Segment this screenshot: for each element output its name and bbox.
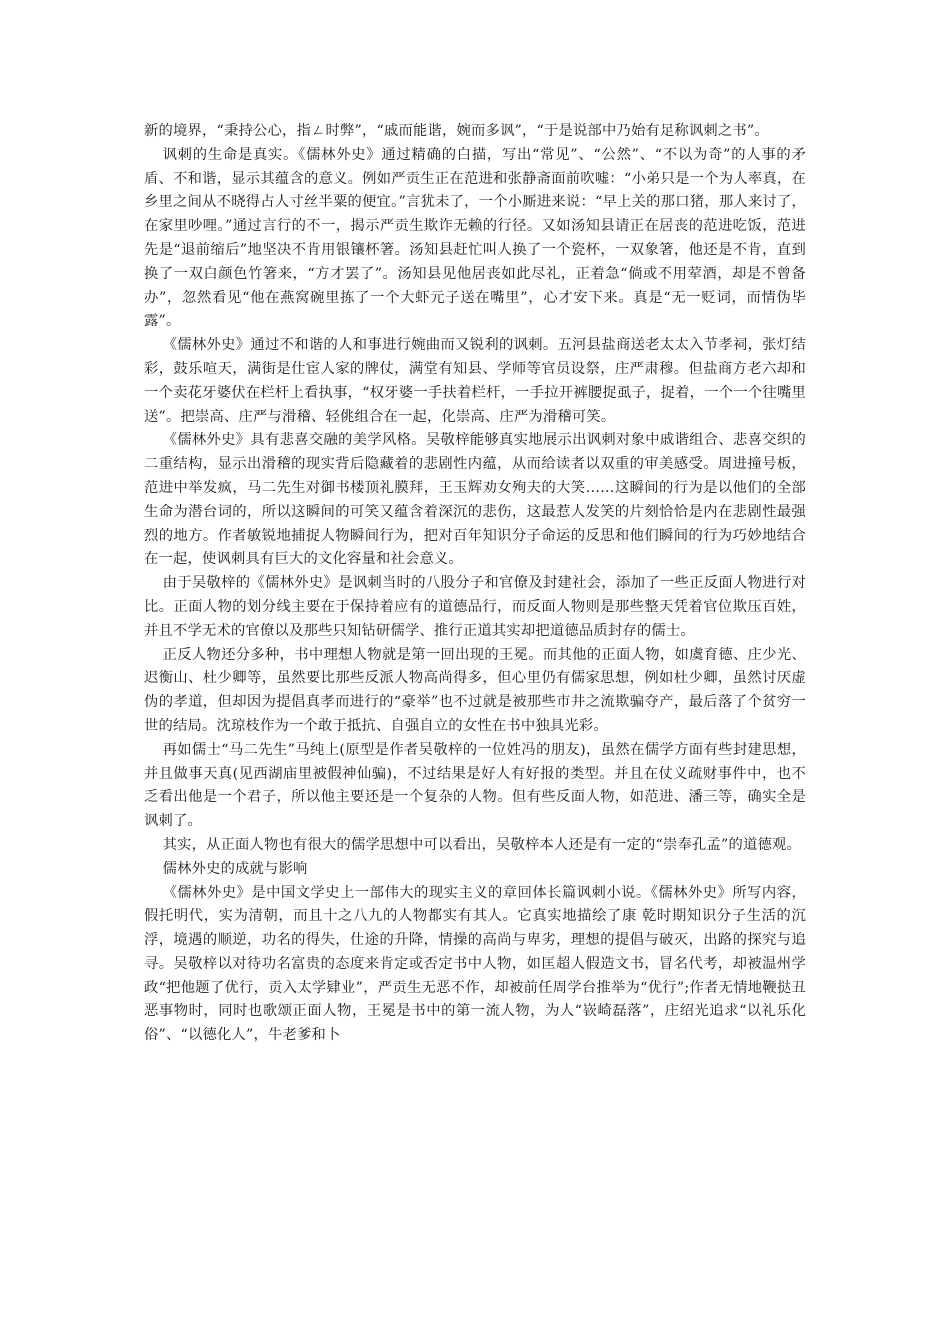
- document-body: [144, 120, 806, 1048]
- paragraph-confucian-view: 其实，从正面人物也有很大的儒学思想中可以看出，吴敬梓本人还是有一定的“崇奉孔孟”的道德观。: [162, 836, 801, 853]
- paragraph-achievement: 《儒林外史》是中国文学史上一部伟大的现实主义的章回体长篇讽刺小说。《儒林外史》所写内容，假托明代，实为清朝，而且十之八九的人物都实有其人。它真实地描绘了康 乾时期知识分子生活的沉浮，境遇的顺逆，功名的得失，仕途的升降，情操的高尚与卑劣，理想的提倡与破灭，出路的探究与追寻。吴敬梓以对待功名富贵的态度来肯定或否定书中人物，如匡超人假造文书，冒名代考，却被温州学政“把他题了优行，贡入太学肄业”，严贡生无恶不作，却被前任周学台推举为“优行”;作者无情地鞭挞丑恶事物时，同时也歌颂正面人物，王冕是书中的第一流人物，为人“嵚崎磊落”，庄绍光追求“以礼乐化俗”、“以德化人”，牛老爹和卜: [144, 884, 806, 1044]
- paragraph-ma-chunshang: 再如儒士“马二先生”马纯上(原型是作者吴敬梓的一位姓冯的朋友)，虽然在儒学方面有些封建思想，并且做事天真(见西湖庙里被假神仙骗)，不过结果是好人有好报的类型。并且在仗义疏财事件中，也不乏看出他是一个君子，所以他主要还是一个复杂的人物。但有些反面人物，如范进、潘三等，确实全是讽刺了。: [144, 741, 806, 830]
- paragraph-character-types: 正反人物还分多种，书中理想人物就是第一回出现的王冕。而其他的正面人物，如虞育德、庄少光、迟衡山、杜少卿等，虽然要比那些反派人物高尚得多，但心里仍有儒家思想，例如杜少卿，虽然讨厌虚伪的孝道，但却因为提倡真孝而进行的“豪举”也不过就是被那些市井之流欺骗夺产，最后落了个贫穷一世的结局。沈琼枝作为一个敢于抵抗、自强自立的女性在书中独具光彩。: [144, 646, 806, 734]
- paragraph-tragicomic-style: 《儒林外史》具有悲喜交融的美学风格。吴敬梓能够真实地展示出讽刺对象中戚谐组合、悲喜交织的二重结构，显示出滑稽的现实背后隐藏着的悲剧性内蕴，从而给读者以双重的审美感受。周进撞号板，范进中举发疯，马二先生对御书楼顶礼膜拜，王玉辉劝女殉夫的大笑……这瞬间的行为是以他们的全部生命为潜台词的，所以这瞬间的可笑又蕴含着深沉的悲伤，这最惹人发笑的片刻恰恰是内在悲剧性最强烈的地方。作者敏锐地捕捉人物瞬间行为，把对百年知识分子命运的反思和他们瞬间的行为巧妙地结合在一起，使讽刺具有巨大的文化容量和社会意义。: [144, 432, 806, 568]
- paragraph-character-contrast: 由于吴敬梓的《儒林外史》是讽刺当时的八股分子和官僚及封建社会，添加了一些正反面人物进行对比。正面人物的划分线主要在于保持着应有的道德品行，而反面人物则是那些整天凭着官位欺压百姓，并且不学无术的官僚以及那些只知钻研儒学、推行正道其实却把道德品质封存的儒士。: [144, 575, 806, 639]
- paragraph-continuation: 新的境界，“秉持公心，指ㄥ时弊”，“戚而能谐，婉而多讽”，“于是说部中乃始有足称讽刺之书”。: [144, 123, 769, 139]
- paragraph-discord-satire: 《儒林外史》通过不和谐的人和事进行婉曲而又锐利的讽刺。五河县盐商送老太太入节孝祠，张灯结彩，鼓乐喧天，满街是仕宦人家的牌仗，满堂有知县、学师等官员设祭，庄严肃穆。但盐商方老六却和一个卖花牙婆伏在栏杆上看执事，“权牙婆一手扶着栏杆，一手拉开裤腰捉虱子，捉着，一个一个往嘴里送”。把崇高、庄严与滑稽、轻佻组合在一起，化崇高、庄严为滑稽可笑。: [144, 337, 806, 425]
- section-heading: 儒林外史的成就与影响: [162, 860, 308, 877]
- paragraph-satire-truth: 讽刺的生命是真实。《儒林外史》通过精确的白描，写出“常见”、“公然”、“不以为奇”的人事的矛盾、不和谐，显示其蕴含的意义。例如严贡生正在范进和张静斋面前吹嘘：“小弟只是一个为人率真，在乡里之间从不晓得占人寸丝半粟的便宜。”言犹未了，一个小厮进来说：“早上关的那口猪，那人来讨了，在家里吵哩。”通过言行的不一，揭示严贡生欺诈无赖的行径。又如汤知县请正在居丧的范进吃饭，范进先是“退前缩后”地坚决不肯用银镶杯箸。汤知县赶忙叫人换了一个瓷杯，一双象箸，他还是不肯，直到换了一双白颜色竹箸来，“方才罢了”。汤知县见他居丧如此尽礼，正着急“倘或不用荤酒，却是不曾备办”，忽然看见“他在燕窝碗里拣了一个大虾元子送在嘴里”，心才安下来。真是“无一贬词，而情伪毕露”。: [144, 146, 806, 330]
